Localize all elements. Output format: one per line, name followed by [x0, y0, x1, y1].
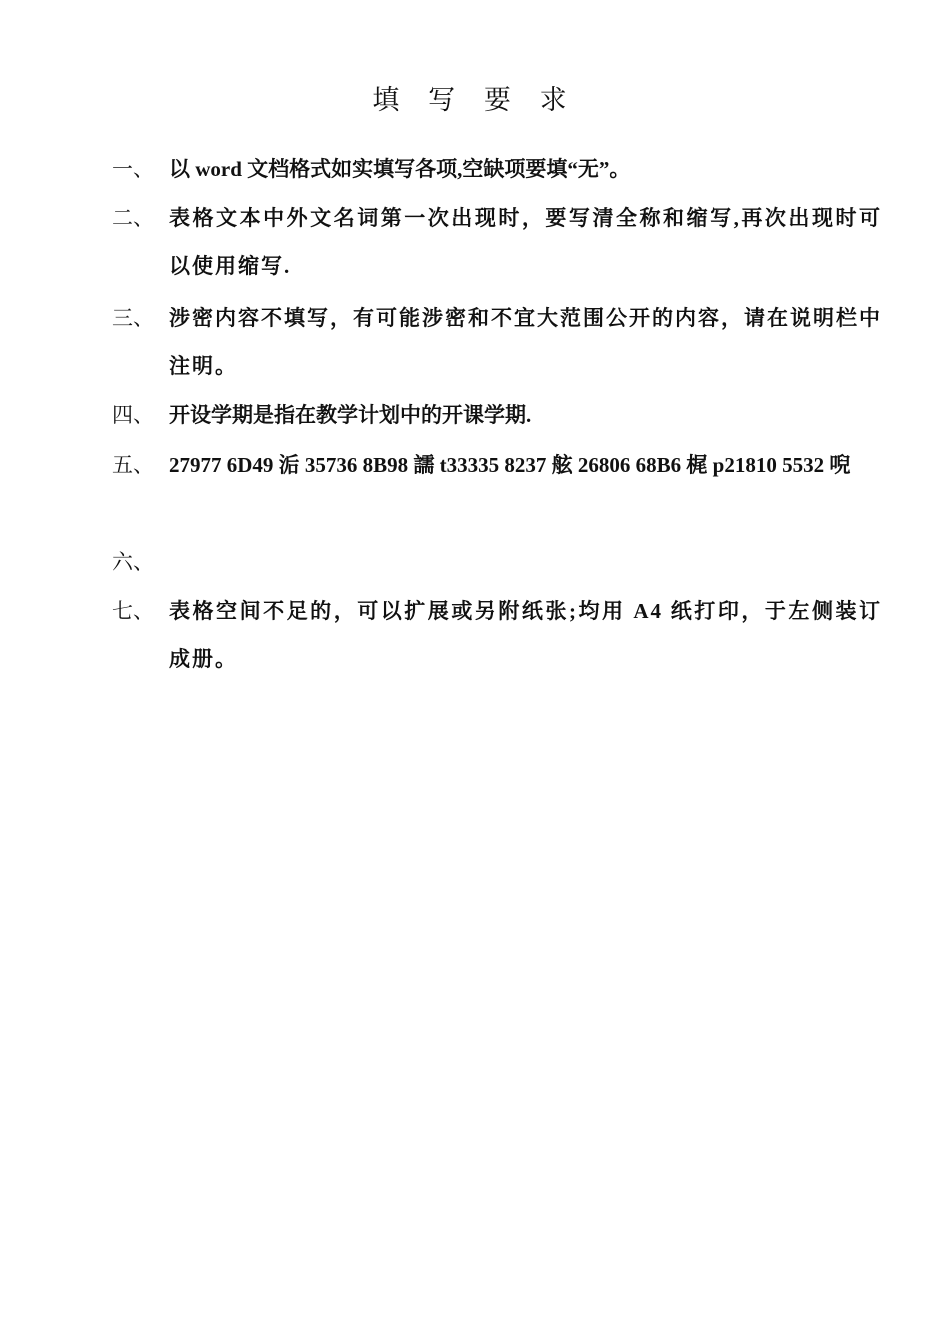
list-item-number: 五、	[112, 453, 154, 477]
list-item-text: 表格文本中外文名词第一次出现时，要写清全称和缩写,再次出现时可以使用缩写.	[169, 206, 882, 278]
list-item-text: 27977 6D49 洉 35736 8B98 譳 t33335 8237 舷 26806 68B6 梶 p21810 5532 唲	[169, 453, 851, 477]
list-item-text: 涉密内容不填写，有可能涉密和不宜大范围公开的内容，请在说明栏中注明。	[169, 306, 882, 378]
list-item	[112, 441, 882, 489]
list-item	[112, 194, 882, 290]
list-item	[112, 391, 882, 439]
list-item-number: 四、	[112, 403, 154, 427]
list-item	[112, 587, 882, 683]
list-item-number: 一、	[112, 157, 154, 181]
list-item-text: 开设学期是指在教学计划中的开课学期.	[169, 403, 532, 427]
list-item-text: 以 word 文档格式如实填写各项,空缺项要填“无”。	[169, 157, 631, 181]
list-item	[112, 538, 882, 586]
list-item-number: 三、	[112, 306, 154, 330]
list-item	[112, 294, 882, 390]
list-item-text: 表格空间不足的，可以扩展或另附纸张;均用 A4 纸打印，于左侧装订成册。	[169, 599, 882, 671]
list-item-number: 二、	[112, 206, 154, 230]
list-item-text	[169, 538, 882, 586]
list-item-number: 七、	[112, 599, 154, 623]
list-item-number: 六、	[112, 550, 154, 574]
list-item	[112, 145, 882, 193]
page-title: 填 写 要 求	[372, 85, 578, 115]
